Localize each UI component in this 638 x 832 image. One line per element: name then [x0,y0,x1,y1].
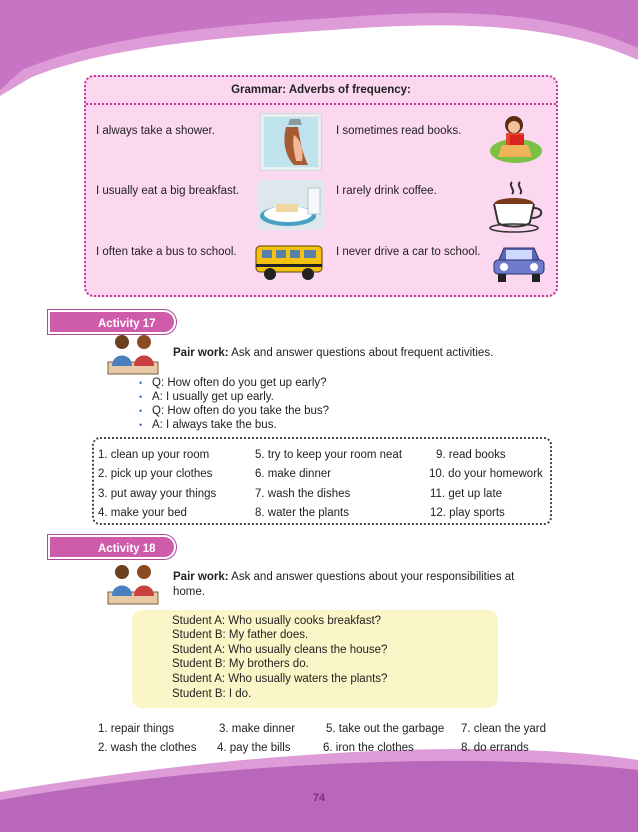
activity-18-task: 4. pay the bills [217,742,291,754]
grammar-sentence-usually: I usually eat a big breakfast. [96,185,240,197]
activity-18-task: 6. iron the clothes [323,742,414,754]
grammar-sentence-rarely: I rarely drink coffee. [336,185,437,197]
activity-18-label: Activity 18 [98,543,156,555]
grammar-sentence-sometimes: I sometimes read books. [336,125,462,137]
activity-17-instruction-text: Ask and answer questions about frequent activities. [231,347,494,359]
pair-work-illustration-18 [104,562,162,606]
bullet-icon: • [139,406,143,416]
activity-18-instruction-text: Ask and answer questions about your responsibilities at [231,571,515,583]
activity-17-dialog-line: Q: How often do you get up early? [152,377,327,389]
activity-17-dialog-line: A: I usually get up early. [152,391,274,403]
activity-18-dialog-line: Student B: My brothers do. [172,658,309,670]
activity-18-dialog-line: Student A: Who usually cleans the house? [172,644,388,656]
activity-17-task: 10. do your homework [429,468,543,480]
activity-18-task: 2. wash the clothes [98,742,197,754]
school-bus-illustration [252,240,326,282]
activity-18-tab [48,535,176,559]
grammar-sentence-always: I always take a shower. [96,125,215,137]
activity-17-task: 12. play sports [430,507,505,519]
bullet-icon: • [139,392,143,402]
activity-18-dialog-line: Student B: My father does. [172,629,309,641]
activity-18-task: 3. make dinner [219,723,296,735]
activity-17-tab [48,310,176,334]
activity-17-task: 5. try to keep your room neat [255,449,403,461]
car-illustration [490,240,548,284]
activity-17-task: 9. read books [436,449,506,461]
activity-18-task: 7. clean the yard [461,723,547,735]
shower-illustration [260,113,322,171]
activity-18-dialog-line: Student A: Who usually cooks breakfast? [172,615,382,627]
bullet-icon: • [139,420,143,430]
grammar-title: Grammar: Adverbs of frequency: [231,84,411,96]
grammar-sentence-often: I often take a bus to school. [96,246,237,258]
page-number: 74 [312,792,326,804]
activity-17-task: 8. water the plants [255,507,349,519]
activity-17-task: 3. put away your things [98,488,217,500]
activity-17-dialog-line: A: I always take the bus. [152,419,277,431]
grammar-divider [86,103,556,105]
breakfast-illustration [258,180,324,230]
activity-18-dialog-line: Student A: Who usually waters the plants? [172,673,388,685]
bullet-icon: • [139,378,143,388]
activity-18-task: 5. take out the garbage [326,723,445,735]
pair-work-label-17: Pair work: [173,347,229,359]
activity-18-dialog-line: Student B: I do. [172,688,252,700]
activity-17-task: 6. make dinner [255,468,332,480]
pair-work-illustration-17 [104,332,162,376]
activity-17-task: 7. wash the dishes [255,488,351,500]
activity-17-instruction [173,346,493,360]
activity-18-task: 8. do errands [461,742,529,754]
pair-work-label-18: Pair work: [173,571,229,583]
activity-18-task: 1. repair things [98,723,175,735]
activity-17-task: 11. get up late [430,488,503,500]
coffee-illustration [486,178,544,234]
activity-17-label: Activity 17 [98,318,156,330]
activity-17-task: 4. make your bed [98,507,187,519]
activity-17-task: 2. pick up your clothes [98,468,213,480]
reading-illustration [488,111,544,165]
activity-17-dialog-line: Q: How often do you take the bus? [152,405,330,417]
activity-18-instruction [173,570,514,584]
grammar-sentence-never: I never drive a car to school. [336,246,481,258]
activity-18-instruction-line2: home. [173,586,205,598]
activity-17-task: 1. clean up your room [98,449,210,461]
